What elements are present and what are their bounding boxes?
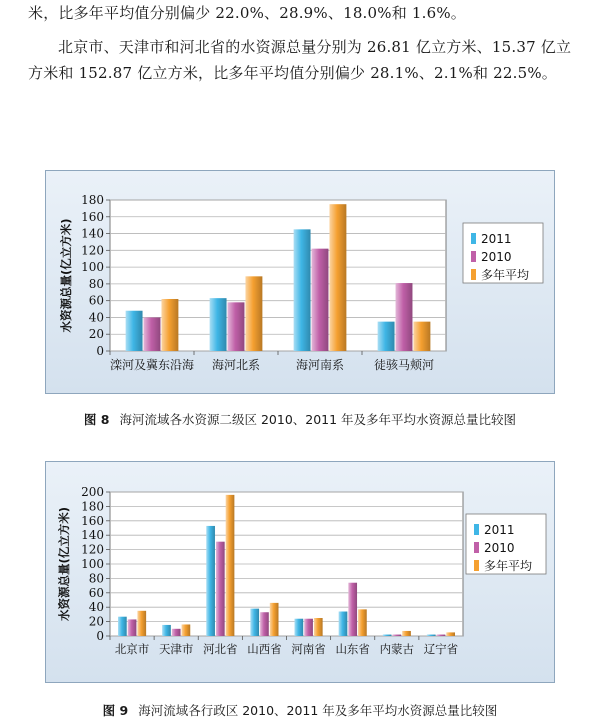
bar-2010-河南省 bbox=[304, 619, 313, 636]
bar-2010-山东省 bbox=[348, 583, 357, 636]
x-tick-label: 山东省 bbox=[335, 642, 370, 656]
bar-多年平均-河南省 bbox=[314, 618, 323, 636]
legend-label: 2010 bbox=[481, 250, 512, 264]
bar-2010-河北省 bbox=[216, 542, 225, 636]
x-tick-label: 辽宁省 bbox=[423, 642, 459, 656]
bar-2011-徒骇马颊河 bbox=[378, 322, 395, 351]
y-tick-label: 60 bbox=[88, 293, 104, 308]
bar-2010-海河南系 bbox=[312, 249, 329, 351]
bar-多年平均-海河南系 bbox=[329, 204, 346, 351]
bar-多年平均-北京市 bbox=[137, 611, 146, 636]
y-tick-label: 40 bbox=[88, 600, 104, 615]
x-tick-label: 天津市 bbox=[158, 642, 194, 656]
y-tick-label: 80 bbox=[88, 276, 104, 291]
y-axis-label: 水资源总量(亿立方米) bbox=[59, 218, 73, 333]
x-tick-label: 北京市 bbox=[114, 642, 150, 656]
legend-label: 2010 bbox=[484, 541, 515, 555]
bar-2010-辽宁省 bbox=[437, 635, 446, 636]
y-tick-label: 60 bbox=[88, 585, 104, 600]
bar-多年平均-天津市 bbox=[182, 624, 191, 636]
y-tick-label: 40 bbox=[88, 310, 104, 325]
bar-2011-天津市 bbox=[162, 625, 171, 636]
figure-8-chart bbox=[45, 170, 555, 394]
body-paragraph-1: 米，比多年平均值分别偏少 22.0%、28.9%、18.0%和 1.6%。 bbox=[28, 4, 466, 22]
x-tick-label: 滦河及冀东沿海 bbox=[109, 358, 195, 372]
x-tick-label: 内蒙古 bbox=[379, 642, 415, 656]
legend-swatch-2010 bbox=[474, 542, 479, 553]
bar-2011-海河南系 bbox=[294, 229, 311, 351]
legend bbox=[463, 223, 543, 283]
bar-2010-北京市 bbox=[128, 619, 137, 636]
bar-2011-山东省 bbox=[339, 612, 348, 636]
figure-9-number: 图 9 bbox=[102, 703, 129, 718]
legend-label: 2011 bbox=[481, 232, 512, 246]
x-tick-label: 海河北系 bbox=[211, 358, 261, 372]
bar-2010-天津市 bbox=[172, 629, 181, 636]
bar-2011-海河北系 bbox=[210, 298, 227, 351]
legend-label: 2011 bbox=[484, 523, 515, 537]
y-tick-label: 180 bbox=[81, 193, 104, 207]
y-tick-label: 80 bbox=[88, 571, 104, 586]
bar-多年平均-山西省 bbox=[270, 603, 279, 636]
y-tick-label: 160 bbox=[81, 513, 104, 528]
bar-多年平均-内蒙古 bbox=[402, 631, 411, 636]
bar-2011-北京市 bbox=[118, 617, 127, 636]
bar-多年平均-徒骇马颊河 bbox=[413, 322, 430, 351]
y-tick-label: 200 bbox=[81, 485, 104, 499]
bar-2011-内蒙古 bbox=[383, 635, 392, 636]
x-tick-label: 徒骇马颊河 bbox=[373, 358, 435, 372]
y-tick-label: 0 bbox=[96, 344, 104, 358]
y-tick-label: 140 bbox=[81, 226, 104, 241]
bar-2010-海河北系 bbox=[228, 302, 245, 351]
y-tick-label: 20 bbox=[88, 327, 104, 342]
bar-2010-滦河及冀东沿海 bbox=[144, 317, 161, 351]
y-tick-label: 120 bbox=[81, 243, 104, 258]
bar-多年平均-山东省 bbox=[358, 609, 367, 636]
legend-swatch-多年平均 bbox=[471, 269, 476, 280]
y-tick-label: 160 bbox=[81, 209, 104, 224]
y-tick-label: 100 bbox=[81, 557, 104, 571]
legend-label: 多年平均 bbox=[484, 559, 533, 573]
y-tick-label: 0 bbox=[96, 629, 104, 643]
x-tick-label: 河南省 bbox=[291, 642, 326, 656]
x-tick-label: 山西省 bbox=[247, 642, 282, 656]
figure-8-caption bbox=[0, 410, 600, 428]
x-tick-label: 河北省 bbox=[203, 642, 238, 656]
legend-swatch-多年平均 bbox=[474, 560, 479, 571]
y-tick-label: 120 bbox=[81, 542, 104, 557]
legend-swatch-2011 bbox=[471, 233, 476, 244]
bar-2011-辽宁省 bbox=[427, 635, 436, 636]
bar-2010-山西省 bbox=[260, 612, 269, 636]
figure-9-caption bbox=[0, 701, 600, 719]
figure-8-number: 图 8 bbox=[83, 412, 110, 427]
bar-2011-河北省 bbox=[206, 526, 215, 636]
y-tick-label: 140 bbox=[81, 528, 104, 543]
bar-2010-徒骇马颊河 bbox=[396, 283, 413, 351]
figure-8-caption-text: 海河流域各水资源二级区 2010、2011 年及多年平均水资源总量比较图 bbox=[119, 412, 517, 427]
bar-多年平均-辽宁省 bbox=[446, 632, 455, 636]
bar-多年平均-河北省 bbox=[226, 495, 235, 636]
bar-2011-山西省 bbox=[250, 609, 259, 636]
legend-label: 多年平均 bbox=[481, 268, 530, 282]
figure-9-caption-text: 海河流域各行政区 2010、2011 年及多年平均水资源总量比较图 bbox=[138, 703, 498, 718]
y-axis-label: 水资源总量(亿立方米) bbox=[57, 506, 71, 622]
legend bbox=[466, 514, 546, 574]
bar-多年平均-海河北系 bbox=[245, 276, 262, 351]
figure-8-svg bbox=[46, 171, 554, 393]
legend-swatch-2011 bbox=[474, 524, 479, 535]
y-tick-label: 180 bbox=[81, 499, 104, 514]
bar-2010-内蒙古 bbox=[392, 635, 401, 636]
bar-多年平均-滦河及冀东沿海 bbox=[161, 299, 178, 351]
figure-9-svg bbox=[46, 462, 554, 682]
figure-9-chart bbox=[45, 461, 555, 683]
bar-2011-滦河及冀东沿海 bbox=[126, 311, 143, 351]
bar-2011-河南省 bbox=[295, 619, 304, 636]
y-tick-label: 20 bbox=[88, 614, 104, 629]
x-tick-label: 海河南系 bbox=[295, 358, 345, 372]
y-tick-label: 100 bbox=[81, 260, 104, 275]
legend-swatch-2010 bbox=[471, 251, 476, 262]
body-paragraph-2: 北京市、天津市和河北省的水资源总量分别为 26.81 亿立方米、15.37 亿立方米和 152.87 亿立方米，比多年平均值分别偏少 28.1%、2.1%和 22.5%。 bbox=[28, 38, 572, 82]
